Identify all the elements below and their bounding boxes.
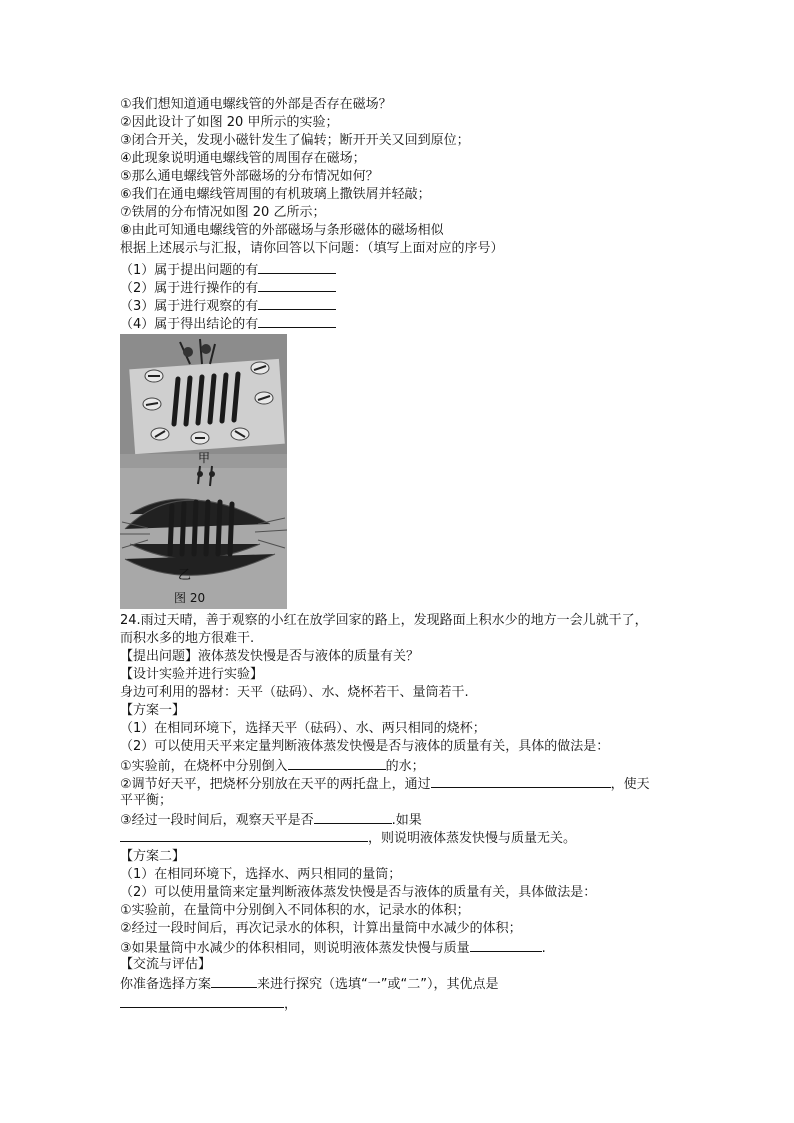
statement-3: ③闭合开关，发现小磁针发生了偏转；断开开关又回到原位；	[120, 133, 470, 148]
plan2-substep-c	[120, 938, 546, 956]
plan1-substep-c	[120, 810, 422, 828]
question-2	[120, 278, 336, 296]
plan2-substep-b: ②经过一段时间后，再次记录水的体积，计算出量筒中水减少的体积；	[120, 921, 522, 936]
question-3	[120, 296, 336, 314]
answer-blank-2[interactable]	[258, 278, 336, 292]
question-4-label: （4）属于得出结论的有	[120, 317, 259, 332]
eval-question	[120, 974, 498, 992]
figure-caption: 图 20	[174, 591, 206, 605]
plan1-title: 【方案一】	[120, 703, 186, 718]
statement-8: ⑧由此可知通电螺线管的外部磁场与条形磁体的磁场相似	[120, 223, 444, 238]
eval-title: 【交流与评估】	[120, 957, 212, 972]
answer-blank-condition[interactable]	[120, 828, 368, 842]
figure-20-illustration	[120, 334, 287, 609]
statement-7: ⑦铁屑的分布情况如图 20 乙所示；	[120, 205, 326, 220]
plan2-substep-c-post: .	[541, 941, 546, 956]
q24-design-title: 【设计实验并进行实验】	[120, 667, 264, 682]
question-2-label: （2）属于进行操作的有	[120, 281, 259, 296]
figure-20-photo	[120, 334, 287, 609]
question-3-label: （3）属于进行观察的有	[120, 299, 259, 314]
answer-blank-advantage[interactable]	[120, 994, 284, 1008]
plan1-step2: （2）可以使用天平来定量判断液体蒸发快慢是否与液体的质量有关，具体的做法是：	[120, 739, 610, 754]
answer-prompt: 根据上述展示与汇报，请你回答以下问题：（填写上面对应的序号）	[120, 241, 504, 256]
plan1-substep-a-pre: ①实验前，在烧杯中分别倒入	[120, 759, 288, 774]
eval-advantage	[120, 994, 297, 1012]
q24-materials: 身边可利用的器材：天平（砝码）、水、烧杯若干、量筒若干.	[120, 685, 469, 700]
plan2-title: 【方案二】	[120, 849, 186, 864]
plan1-substep-b-pre: ②调节好天平，把烧杯分别放在天平的两托盘上，通过	[120, 777, 431, 792]
q24-intro-line1: 24.雨过天晴，善于观察的小红在放学回家的路上，发现路面上积水少的地方一会儿就干了，	[120, 613, 648, 628]
answer-blank-4[interactable]	[258, 314, 336, 328]
plan1-substep-a-post: 的水；	[385, 759, 425, 774]
statement-1: ①我们想知道通电螺线管的外部是否存在磁场？	[120, 97, 392, 112]
statement-5: ⑤那么通电螺线管外部磁场的分布情况如何？	[120, 169, 379, 184]
plan1-substep-a	[120, 756, 425, 774]
plan1-substep-d	[120, 828, 576, 846]
plan1-substep-b-post: ，使天	[610, 777, 650, 792]
statement-4: ④此现象说明通电螺线管的周围存在磁场；	[120, 151, 366, 166]
statement-6: ⑥我们在通电螺线管周围的有机玻璃上撒铁屑并轻敲；	[120, 187, 431, 202]
q24-question: 【提出问题】液体蒸发快慢是否与液体的质量有关？	[120, 649, 420, 664]
plan2-substep-a: ①实验前，在量筒中分别倒入不同体积的水，记录水的体积；	[120, 903, 470, 918]
eval-mid: 来进行探究（选填“一”或“二”），其优点是	[257, 977, 499, 992]
plan1-substep-c-pre: ③经过一段时间后，观察天平是否	[120, 813, 314, 828]
eval-pre: 你准备选择方案	[120, 977, 212, 992]
plan1-step1: （1）在相同环境下，选择天平（砝码）、水、两只相同的烧杯；	[120, 721, 486, 736]
plan1-substep-c-post: .如果	[391, 813, 422, 828]
question-4	[120, 314, 336, 332]
question-1	[120, 260, 336, 278]
answer-blank-balance[interactable]	[431, 774, 611, 788]
plan2-step2: （2）可以使用量筒来定量判断液体蒸发快慢是否与液体的质量有关，具体做法是：	[120, 885, 597, 900]
plan1-substep-b	[120, 774, 650, 792]
eval-end: ，	[284, 997, 298, 1012]
statement-2: ②因此设计了如图 20 甲所示的实验；	[120, 115, 339, 130]
plan2-substep-c-pre: ③如果量筒中水减少的体积相同，则说明液体蒸发快慢与质量	[120, 941, 470, 956]
answer-blank-pour[interactable]	[288, 756, 386, 770]
answer-blank-plan[interactable]	[211, 974, 257, 988]
answer-blank-3[interactable]	[258, 296, 336, 310]
answer-blank-1[interactable]	[258, 260, 336, 274]
answer-blank-relation[interactable]	[470, 938, 542, 952]
question-1-label: （1）属于提出问题的有	[120, 263, 259, 278]
plan2-step1: （1）在相同环境下，选择水、两只相同的量筒；	[120, 867, 402, 882]
plan1-substep-b-cont: 平平衡；	[120, 793, 173, 808]
figure-label-b: 乙	[178, 568, 192, 583]
q24-intro-line2: 而积水多的地方很难干.	[120, 631, 255, 646]
answer-blank-observe[interactable]	[314, 810, 392, 824]
plan1-substep-d-post: ，则说明液体蒸发快慢与质量无关。	[368, 831, 577, 846]
figure-label-a: 甲	[198, 451, 211, 465]
